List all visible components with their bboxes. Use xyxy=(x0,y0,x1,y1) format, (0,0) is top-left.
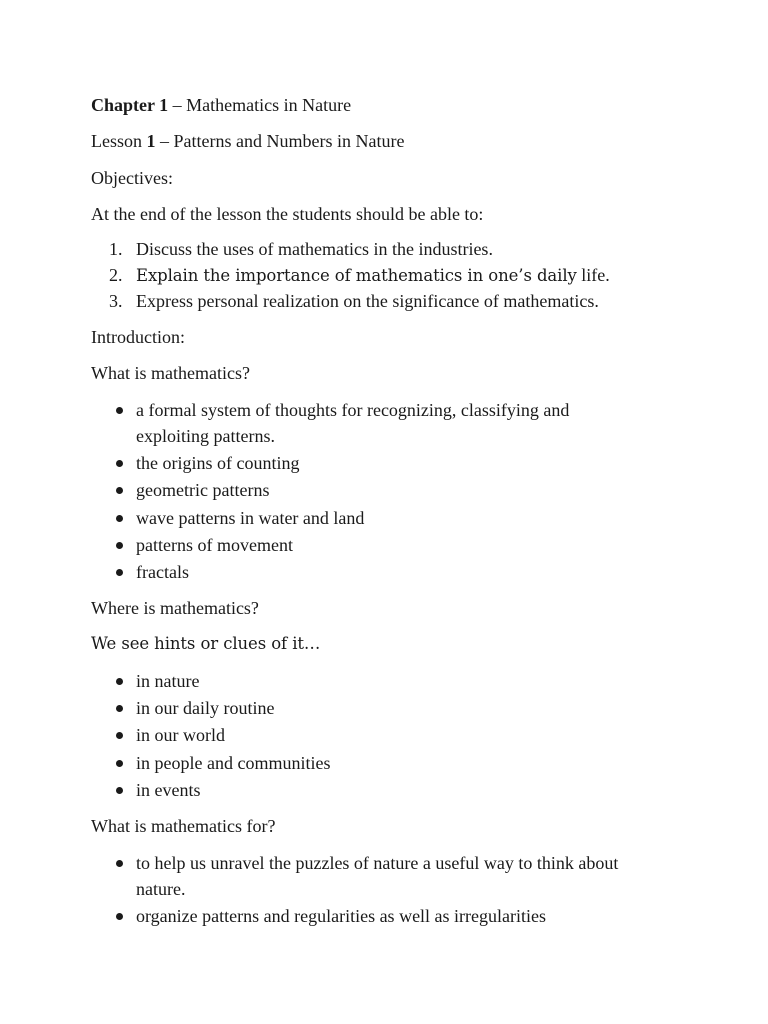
bullet-icon xyxy=(109,695,133,721)
bullet-icon xyxy=(109,450,133,476)
list-item-text: in nature xyxy=(136,671,200,691)
list-item-text: wave patterns in water and land xyxy=(136,508,365,528)
list-item-text: patterns of movement xyxy=(136,535,293,555)
where-heading: Where is mathematics? xyxy=(91,598,259,618)
what-is-heading: What is mathematics? xyxy=(91,363,250,383)
objective-text: Discuss the uses of mathematics in the industries. xyxy=(136,239,493,259)
bullet-icon xyxy=(109,477,133,503)
lesson-heading xyxy=(91,130,404,152)
objective-text: Express personal realization on the significance of mathematics. xyxy=(136,291,599,311)
lesson-number: 1 xyxy=(146,131,156,151)
lesson-title: – Patterns and Numbers in Nature xyxy=(155,131,405,151)
list-item-text: geometric patterns xyxy=(136,480,270,500)
objective-number: 1. xyxy=(109,239,123,259)
chapter-heading xyxy=(91,94,351,116)
objective-text xyxy=(136,262,706,289)
introduction-heading: Introduction: xyxy=(91,327,185,347)
list-item-text: fractals xyxy=(136,562,189,582)
objectives-intro: At the end of the lesson the students should be able to: xyxy=(91,204,484,224)
list-item-text: in our daily routine xyxy=(136,698,275,718)
bullet-icon xyxy=(109,505,133,531)
bullet-icon xyxy=(109,668,133,694)
objectives-heading: Objectives: xyxy=(91,168,173,188)
lesson-prefix: Lesson xyxy=(91,131,147,151)
list-item-text: in people and communities xyxy=(136,753,331,773)
list-item-text: to help us unravel the puzzles of nature a useful way to think about nature. xyxy=(136,853,619,899)
bullet-icon xyxy=(109,559,133,585)
chapter-title: – Mathematics in Nature xyxy=(168,95,352,115)
list-item-text: the origins of counting xyxy=(136,453,300,473)
list-item-text: a formal system of thoughts for recognizing, classifying and exploiting patterns. xyxy=(136,400,570,446)
bullet-icon xyxy=(109,532,133,558)
where-intro: We see hints or clues of it… xyxy=(91,634,321,653)
objective-number: 3. xyxy=(109,291,123,311)
bullet-icon xyxy=(109,777,133,803)
bullet-icon xyxy=(109,750,133,776)
chapter-label: Chapter 1 xyxy=(91,95,169,115)
bullet-icon xyxy=(109,722,133,748)
bullet-icon xyxy=(109,850,133,876)
list-item-text: in our world xyxy=(136,725,225,745)
objective-text-part: Explain the importance of mathematics in one’s daily xyxy=(136,266,577,285)
objective-text-part: life. xyxy=(576,265,610,285)
bullet-icon xyxy=(109,903,133,929)
list-item-text: in events xyxy=(136,780,201,800)
objective-number: 2. xyxy=(109,265,123,285)
list-item-text: organize patterns and regularities as well as irregularities xyxy=(136,906,547,926)
for-heading: What is mathematics for? xyxy=(91,816,276,836)
bullet-icon xyxy=(109,397,133,423)
